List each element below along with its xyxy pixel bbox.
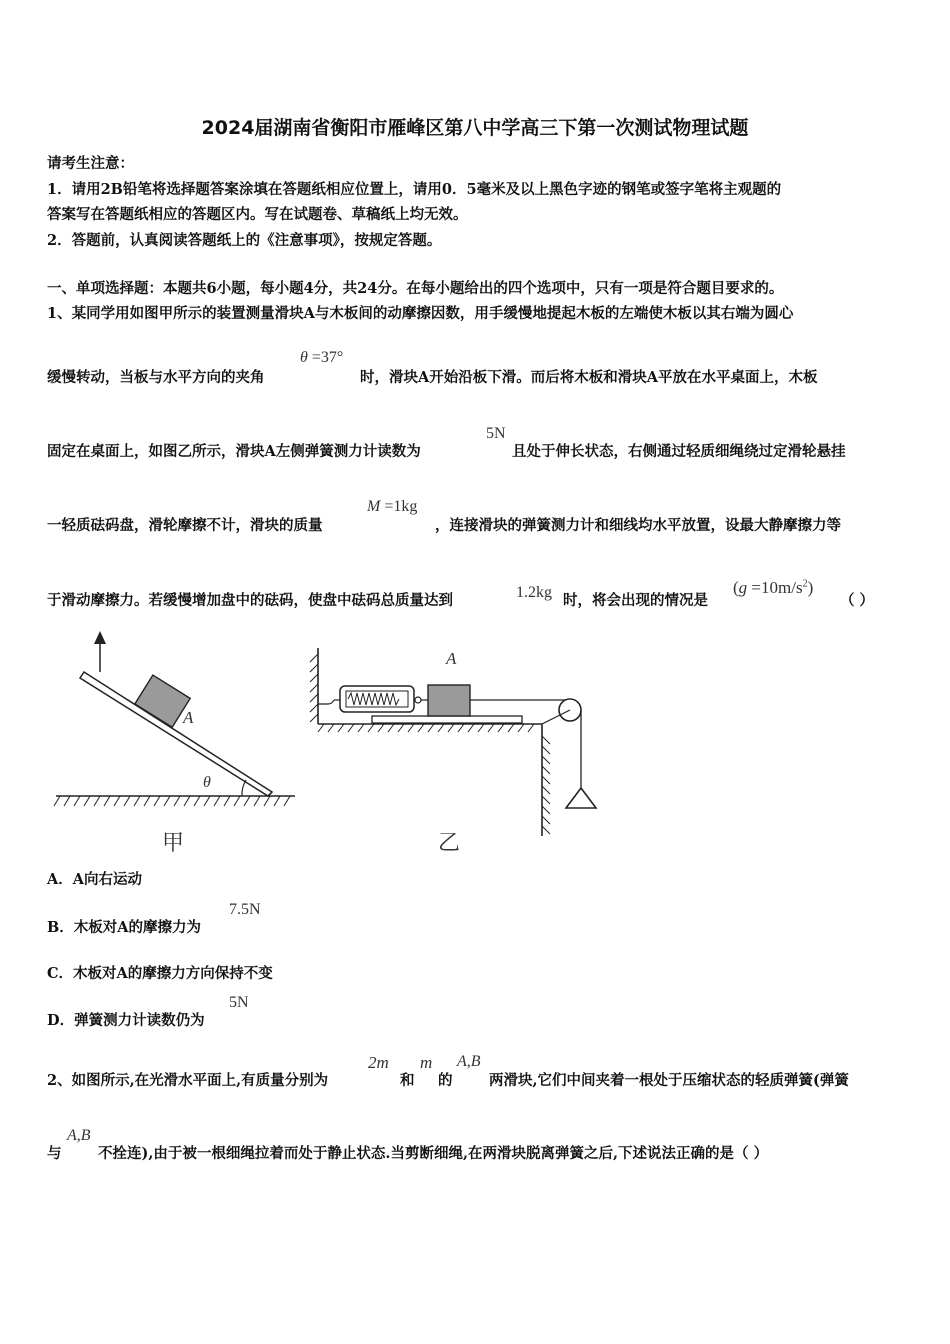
q1-option-d-math: 5N xyxy=(229,994,249,1011)
q1-option-d: D．弹簧测力计读数仍为 xyxy=(47,1012,205,1029)
notice-heading: 请考生注意： xyxy=(47,155,134,172)
figure-table-pulley xyxy=(306,640,616,860)
q2-line-1a: 2、如图所示,在光滑水平面上,有质量分别为 xyxy=(47,1072,329,1089)
q1-answer-blank: （ ） xyxy=(840,592,875,609)
fig2-caption: 乙 xyxy=(438,830,461,855)
q1-math-theta: θ =37° xyxy=(300,349,344,366)
q1-line-5a: 于滑动摩擦力。若缓慢增加盘中的砝码，使盘中砝码总质量达到 xyxy=(47,592,453,609)
q1-math-5n: 5N xyxy=(486,425,506,442)
q1-math-g: $(g =10m/s^2)$ xyxy=(733,578,814,597)
q1-option-a: A．A向右运动 xyxy=(47,871,143,888)
fig1-label-theta: θ xyxy=(203,774,211,791)
q2-line-1b: 两滑块,它们中间夹着一根处于压缩状态的轻质弹簧(弹簧 xyxy=(489,1072,849,1089)
q1-option-c: C．木板对A的摩擦力方向保持不变 xyxy=(47,965,273,982)
q1-line-3a: 固定在桌面上，如图乙所示，滑块A左侧弹簧测力计读数为 xyxy=(47,443,421,460)
q1-line-3b: 且处于伸长状态，右侧通过轻质细绳绕过定滑轮悬挂 xyxy=(512,443,846,460)
section-heading: 一、单项选择题：本题共6小题，每小题4分，共24分。在每小题给出的四个选项中，只有一项是符合题目要求的。 xyxy=(47,280,784,297)
q1-option-b: B．木板对A的摩擦力为 xyxy=(47,919,202,936)
q2-math-ab-2: A,B xyxy=(67,1127,91,1144)
fig1-caption: 甲 xyxy=(162,830,185,855)
notice-line-1a: 1．请用2B铅笔将选择题答案涂填在答题纸相应位置上，请用0．5毫米及以上黑色字迹的钢笔或签字笔将主观题的 xyxy=(47,181,782,198)
figure-incline xyxy=(50,628,300,858)
q2-math-2m: 2m xyxy=(368,1053,389,1072)
q1-line-4a: 一轻质砝码盘，滑轮摩擦不计，滑块的质量 xyxy=(47,517,323,534)
q1-line-2a: 缓慢转动，当板与水平方向的夹角 xyxy=(47,369,265,386)
q2-line-2b: 不拴连),由于被一根细绳拉着而处于静止状态.当剪断细绳,在两滑块脱离弹簧之后,下述说法正确的是（ ） xyxy=(98,1145,769,1162)
fig1-label-a: A xyxy=(183,708,194,727)
q1-math-1-2kg: 1.2kg xyxy=(516,584,552,601)
notice-line-1b: 答案写在答题纸相应的答题区内。写在试题卷、草稿纸上均无效。 xyxy=(47,206,468,223)
q1-line-2b: 时，滑块A开始沿板下滑。而后将木板和滑块A平放在水平桌面上，木板 xyxy=(360,369,818,386)
q2-math-m: m xyxy=(420,1053,433,1072)
q2-de: 的 xyxy=(438,1072,453,1089)
q1-line-5b: 时，将会出现的情况是 xyxy=(563,592,708,609)
fig2-label-a: A xyxy=(446,649,457,668)
q2-and: 和 xyxy=(400,1072,415,1089)
q1-line-1: 1、某同学用如图甲所示的装置测量滑块A与木板间的动摩擦因数，用手缓慢地提起木板的左端使木板以其右端为圆心 xyxy=(47,305,794,322)
notice-line-2: 2．答题前，认真阅读答题纸上的《注意事项》，按规定答题。 xyxy=(47,232,442,249)
q1-math-mass-m: M =1kg xyxy=(367,498,418,515)
q2-math-ab: A,B xyxy=(457,1053,481,1070)
q1-option-b-math: 7.5N xyxy=(229,901,261,918)
q1-line-4b: ，连接滑块的弹簧测力计和细线均水平放置，设最大静摩擦力等 xyxy=(435,517,841,534)
q2-line-2a: 与 xyxy=(47,1145,62,1162)
page-title: 2024届湖南省衡阳市雁峰区第八中学高三下第一次测试物理试题 xyxy=(201,117,749,139)
